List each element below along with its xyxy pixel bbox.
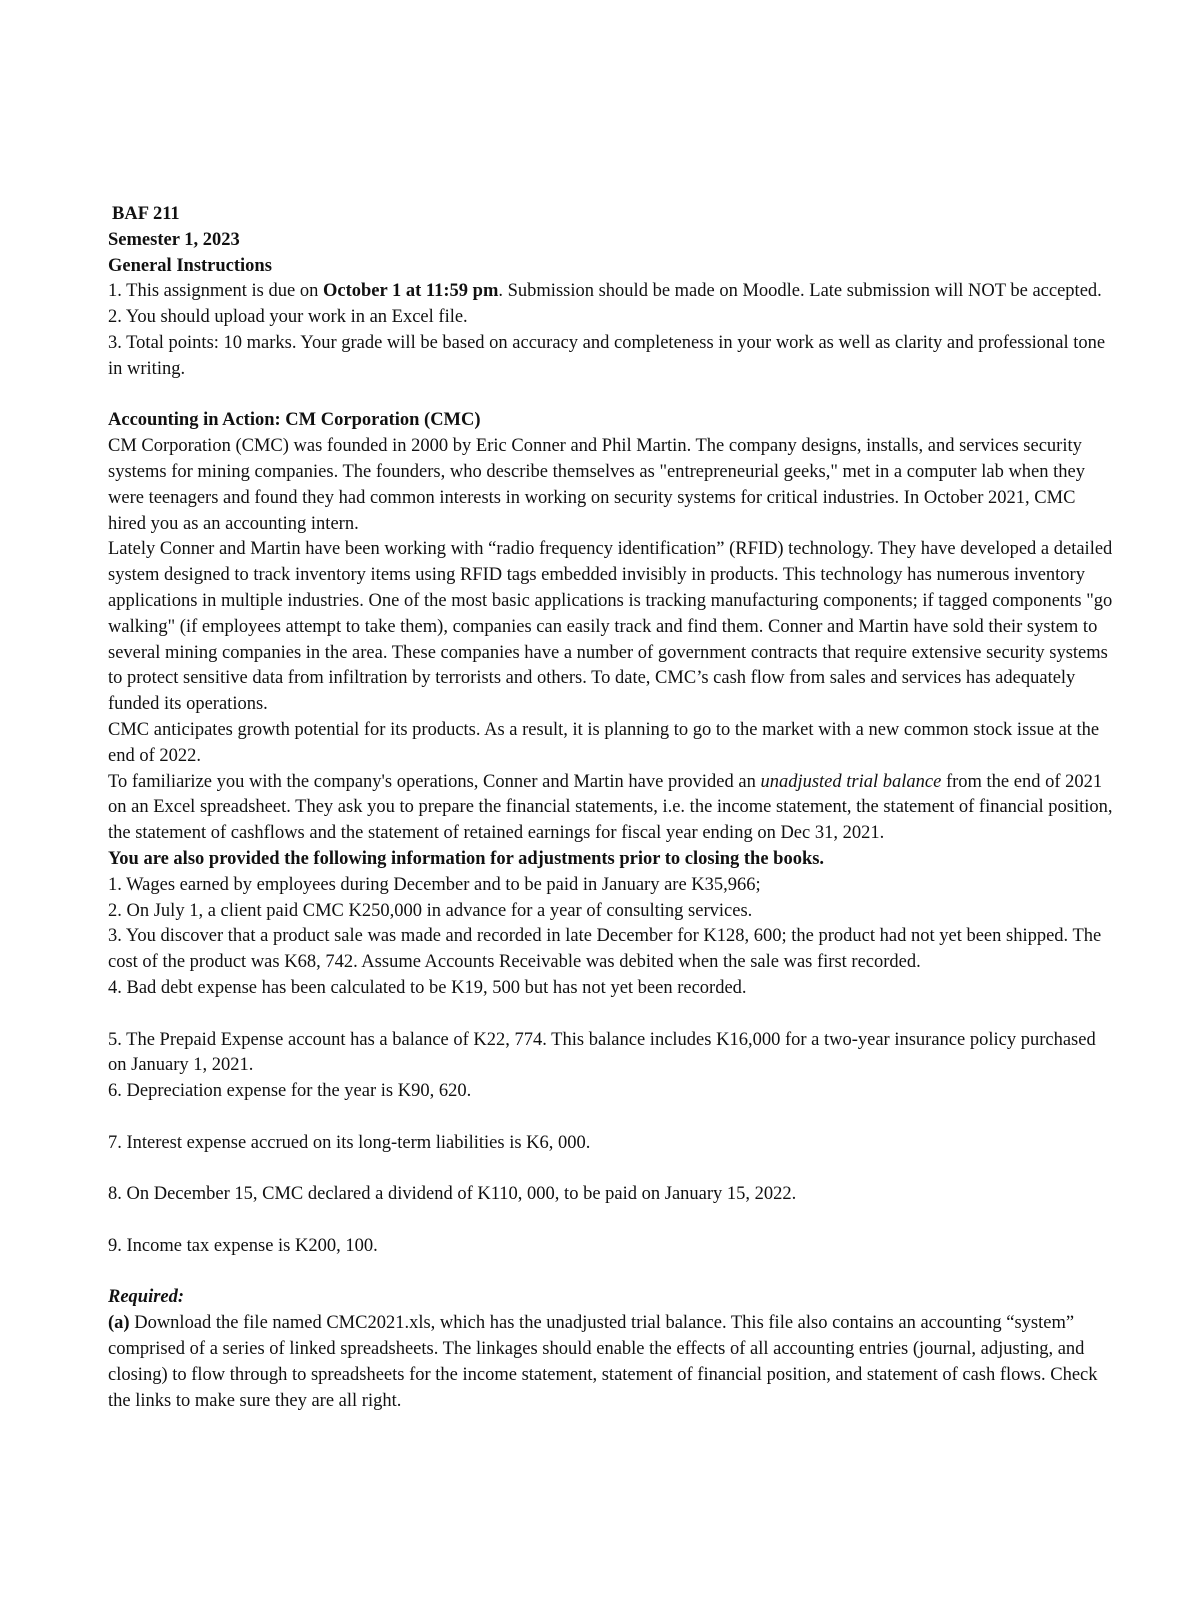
adjustment-3: 3. You discover that a product sale was made and recorded in late December for K128, 600; the product had not yet been shipped. The cost of the product was K68, 742. Assume Accounts Receivable was debited when the sale was first recorded. [108, 926, 1102, 973]
required-heading: Required: [108, 1287, 185, 1308]
instruction-1 [108, 279, 1118, 305]
semester: Semester 1, 2023 [108, 229, 240, 250]
spacer [108, 1156, 1118, 1182]
required-part-a-label: (a) [108, 1313, 130, 1334]
spacer [108, 383, 1118, 409]
instruction-1-due-date: October 1 at 11:59 pm [322, 281, 499, 302]
spacer [108, 1002, 1118, 1028]
instruction-2: 2. You should upload your work in an Excel file. [108, 307, 468, 328]
adjustment-1: 1. Wages earned by employees during December and to be paid in January are K35,966; [108, 874, 761, 895]
required-part-a-text: Download the file named CMC2021.xls, which has the unadjusted trial balance. This file also contains an accounting “system” comprised of a series of linked spreadsheets. The linkages should enable the effects of all accounting entries (journal, adjusting, and closing) to flow through to spreadsheets for the income statement, statement of financial position, and statement of cash flows. Check the links to make sure they are all right. [108, 1313, 1098, 1411]
case-paragraph-4 [108, 770, 1118, 847]
case-paragraph-4-emphasis: unadjusted trial balance [760, 771, 942, 792]
course-code: BAF 211 [112, 204, 180, 224]
case-paragraph-3: CMC anticipates growth potential for its products. As a result, it is planning to go to the market with a new common stock issue at the end of 2022. [108, 719, 1100, 766]
adjustment-7: 7. Interest expense accrued on its long-term liabilities is K6, 000. [108, 1132, 591, 1153]
case-paragraph-1: CM Corporation (CMC) was founded in 2000 by Eric Conner and Phil Martin. The company designs, installs, and services security systems for mining companies. The founders, who describe themselves as "entrepreneurial geeks," met in a computer lab when they were teenagers and found they had common interests in working on security systems for critical industries. In October 2021, CMC hired you as an accounting intern. [108, 436, 1085, 534]
spacer [108, 1260, 1118, 1286]
adjustment-4: 4. Bad debt expense has been calculated to be K19, 500 but has not yet been recorded. [108, 977, 747, 998]
spacer [108, 1105, 1118, 1131]
instruction-1-text-a: 1. This assignment is due on [108, 281, 323, 302]
case-paragraph-4-text-a: To familiarize you with the company's operations, Conner and Martin have provided an [108, 771, 761, 792]
instructions-heading: General Instructions [108, 255, 272, 276]
adjustment-8: 8. On December 15, CMC declared a dividend of K110, 000, to be paid on January 15, 2022. [108, 1184, 797, 1205]
assignment-document [108, 202, 1118, 1414]
instruction-3: 3. Total points: 10 marks. Your grade will be based on accuracy and completeness in your work as well as clarity and professional tone in writing. [108, 332, 1106, 379]
instruction-1-text-b: . Submission should be made on Moodle. Late submission will NOT be accepted. [498, 281, 1102, 302]
adjustment-5: 5. The Prepaid Expense account has a balance of K22, 774. This balance includes K16,000 for a two-year insurance policy purchased on January 1, 2021. [108, 1029, 1096, 1076]
required-part-a [108, 1311, 1118, 1414]
adjustments-heading: You are also provided the following information for adjustments prior to closing the books. [108, 848, 825, 869]
adjustment-9: 9. Income tax expense is K200, 100. [108, 1235, 378, 1256]
adjustment-6: 6. Depreciation expense for the year is K90, 620. [108, 1081, 472, 1102]
spacer [108, 1208, 1118, 1234]
case-heading: Accounting in Action: CM Corporation (CMC) [108, 410, 481, 431]
case-paragraph-2: Lately Conner and Martin have been working with “radio frequency identification” (RFID) technology. They have developed a detailed system designed to track inventory items using RFID tags embedded invisibly in products. This technology has numerous inventory applications in multiple industries. One of the most basic applications is tracking manufacturing components; if tagged components "go walking" (if employees attempt to take them), companies can easily track and find them. Conner and Martin have sold their system to several mining companies in the area. These companies have a number of government contracts that require extensive security systems to protect sensitive data from infiltration by terrorists and others. To date, CMC’s cash flow from sales and services has adequately funded its operations. [108, 539, 1113, 715]
case-paragraph-4-text-b: from the end of 2021 on an Excel spreadsheet. They ask you to prepare the financial statements, i.e. the income statement, the statement of financial position, the statement of cashflows and the statement of retained earnings for fiscal year ending on Dec 31, 2021. [108, 771, 1113, 844]
adjustment-2: 2. On July 1, a client paid CMC K250,000 in advance for a year of consulting services. [108, 900, 753, 921]
